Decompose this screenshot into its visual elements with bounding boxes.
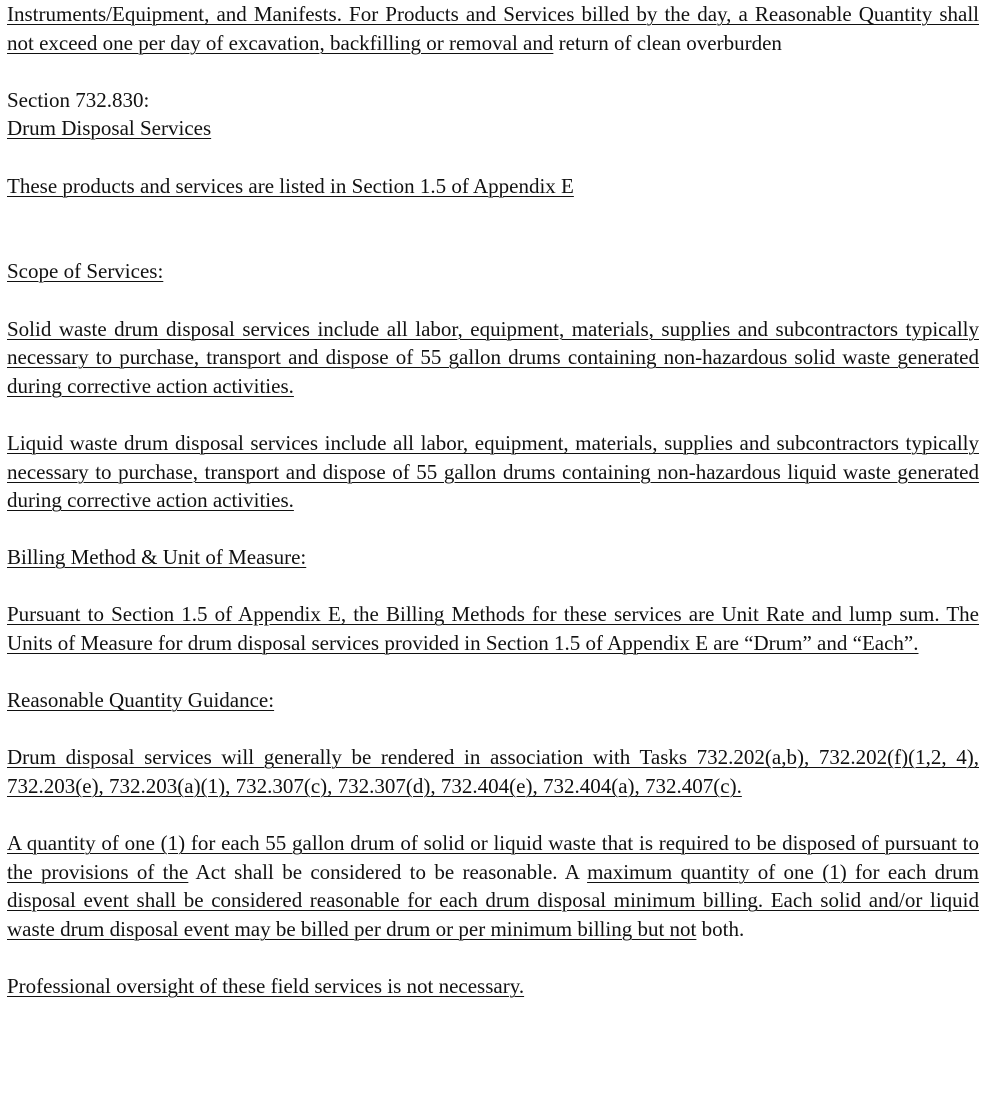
quantity-heading: Reasonable Quantity Guidance:	[7, 688, 275, 713]
tasks-paragraph: Drum disposal services will generally be rendered in association with Tasks 732.202(a,b), 732.202(f)(1,2, 4), 732.203(e), 732.203(a)(1), 732.307(c), 732.307(d), 732.404(e), 732.404(a), 732.407(c).	[7, 745, 979, 799]
solid-waste-paragraph: Solid waste drum disposal services include all labor, equipment, materials, supplies and subcontractors typically necessary to purchase, transport and dispose of 55 gallon drums containing non-hazardous solid waste generated during corrective action activities.	[7, 316, 979, 398]
section-number: Section 732.830:	[7, 87, 150, 112]
billing-heading: Billing Method & Unit of Measure:	[7, 545, 307, 570]
liquid-waste-paragraph: Liquid waste drum disposal services include all labor, equipment, materials, supplies and subcontractors typically necessary to purchase, transport and dispose of 55 gallon drums containing non-hazardous liquid waste generated during corrective action activities.	[7, 430, 979, 513]
rq-plain-part-1: Act shall be considered to be reasonable. A	[188, 859, 588, 884]
section-title: Drum Disposal Services	[7, 116, 212, 141]
oversight-note: Professional oversight of these field services is not necessary.	[7, 974, 525, 999]
intro-paragraph	[7, 0, 979, 57]
reasonable-quantity-paragraph	[7, 829, 979, 943]
billing-paragraph: Pursuant to Section 1.5 of Appendix E, the Billing Methods for these services are Unit Rate and lump sum. The Units of Measure for drum disposal services provided in Section 1.5 of Appendix E are “Drum” and “Each”.	[7, 602, 979, 656]
intro-plain-text: return of clean overburden	[558, 30, 782, 55]
rq-plain-part-2: both.	[696, 917, 745, 941]
scope-heading: Scope of Services:	[7, 259, 164, 284]
intro-underlined-text: Instruments/Equipment, and Manifests. For Products and Services billed by the day, a Reasonable Quantity shall not exceed one per day of excavation, backfilling or removal and	[7, 2, 979, 55]
document-page	[7, 0, 979, 1001]
listing-note: These products and services are listed in Section 1.5 of Appendix E	[7, 173, 574, 198]
rq-underlined-part-2: maximum quantity of one (1) for each drum disposal event shall be considered reasonable for each drum disposal minimum billing. Each solid and/or liquid waste drum disposal event may be billed per drum or per minimum billing but not	[7, 859, 980, 941]
rq-underlined-part-1: A quantity of one (1) for each 55 gallon drum of solid or liquid waste that is required to be disposed of pursuant to the provisions of the	[7, 831, 979, 884]
